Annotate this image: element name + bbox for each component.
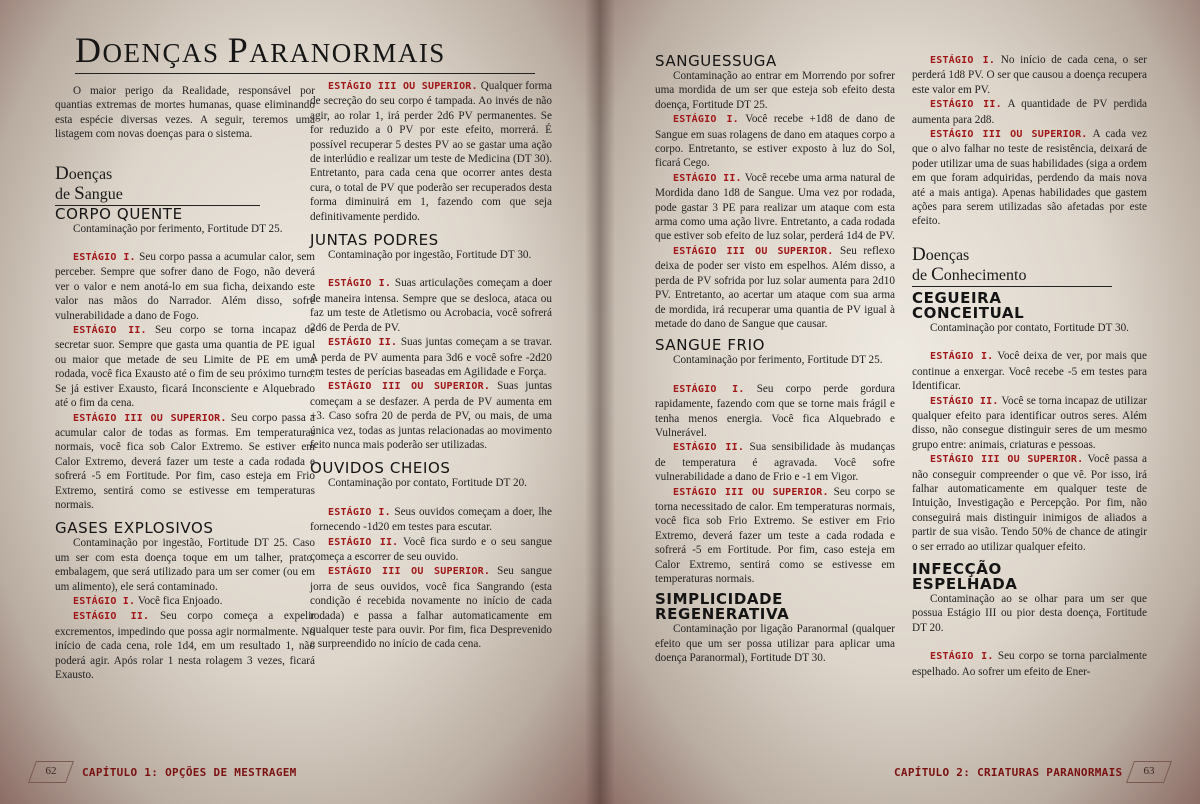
stage-label: ESTÁGIO II. [328,536,399,548]
stage-paragraph: ESTÁGIO II. Seu corpo começa a expelir excrementos, impedindo que possa agir normalmente. No início de cada cena, role 1d4, em um resultado 1, não poderá agir. Após rolar 1 nesta rolagem 3 vezes, ficará Exausto. [55,610,315,681]
column-2 [310,79,552,652]
stage-paragraph: ESTÁGIO II. Você recebe uma arma natural de Mordida dano 1d8 de Sangue. Uma vez por rodada, pode gastar 3 PE para realizar um ataque com esta arma como uma ação livre. Entretanto, a cada rodada que estiver sob efeito de luz solar, perderá 1d4 de PV. [655,171,895,243]
column-4 [912,53,1147,679]
stage-label: ESTÁGIO II. [673,172,742,184]
disease-title-corpo-quente: CORPO QUENTE [55,204,183,223]
stage-label: ESTÁGIO III OU SUPERIOR. [73,412,227,424]
stage-paragraph: ESTÁGIO I. No início de cada cena, o ser perderá 1d8 PV. O ser que causou a doença recupera este valor em PV. [912,54,1147,96]
stage-label: ESTÁGIO III OU SUPERIOR. [930,129,1088,141]
stage-paragraph: ESTÁGIO II. A quantidade de PV perdida aumenta para 2d8. [912,98,1147,126]
stage-label: ESTÁGIO I. [930,55,996,66]
column-1 [55,84,315,682]
stage-paragraph: ESTÁGIO I. Seu corpo se torna parcialmente espelhado. Ao sofrer um efeito de Ener- [912,650,1148,678]
section-heading-conhecimento: Doenças de Conhecimento [912,245,1112,287]
stage-paragraph: ESTÁGIO I. Seus ouvidos começam a doer, lhe fornecendo -1d20 em testes para escutar. [310,505,552,534]
disease-title-ouvidos: OUVIDOS CHEIOS [310,459,451,478]
stage-paragraph: ESTÁGIO III OU SUPERIOR. Seu reflexo deixa de poder ser visto em espelhos. Além disso, a perda de PV sofrida por luz solar aumenta para 2d10 PV. Entretanto, ao acertar um ataque com sua arma de mordida, irá recuperar uma quantia de PV igual à metade do dano de Sangue que causar. [655,244,895,330]
stage-label: ESTÁGIO III OU SUPERIOR. [930,454,1084,466]
stage-label: ESTÁGIO III OU SUPERIOR. [328,81,478,92]
column-3 [655,53,895,666]
contamination-text: Contaminação por ferimento, Fortitude DT 25. [73,222,283,235]
contamination-text: Contaminação ao entrar em Morrendo por sofrer uma mordida de um ser que esteja sob efeito desta doença, Fortitude DT 25. [655,70,895,111]
stage-label: ESTÁGIO II. [73,611,150,623]
stage-label: ESTÁGIO II. [673,442,745,454]
stage-label: ESTÁGIO I. [73,252,136,264]
stage-label: ESTÁGIO II. [73,325,147,337]
stage-label: ESTÁGIO I. [73,595,136,607]
stage-paragraph: ESTÁGIO I. Você recebe +1d8 de dano de Sangue em suas rolagens de dano em ataques corpo a corpo. Entretanto, se estiver exposto à luz do Sol, ficará Cego. [655,113,895,170]
stage-paragraph: ESTÁGIO I. Seu corpo passa a acumular calor, sem perceber. Sempre que sofrer dano de Fogo, não deverá ver o valor e nem anotá-lo em sua ficha, deixando este valor nas mãos do Narrador. Além disso, sofre vulnerabilidade a dano de Fogo. [55,251,315,322]
disease-title-gases: GASES EXPLOSIVOS [55,519,214,538]
disease-title-sangue-frio: SANGUE FRIO [655,336,766,355]
disease-title-cegueira: CEGUEIRA CONCEITUAL [912,288,1025,322]
disease-title-juntas: JUNTAS PODRES [310,231,439,250]
stage-label: ESTÁGIO I. [930,351,994,363]
stage-paragraph: ESTÁGIO I. Suas articulações começam a doer de maneira intensa. Sempre que se desloca, ataca ou faz um teste de Atletismo ou Acrobacia, você sofrerá 2d6 de Perda de PV. [310,277,552,334]
contamination-text: Contaminação por ingestão, Fortitude DT 30. [328,249,532,262]
stage-label: ESTÁGIO I. [328,278,392,290]
disease-title-infeccao: INFECÇÃO ESPELHADA [912,559,1018,593]
disease-title-simplicidade: SIMPLICIDADE REGENERATIVA [655,590,790,624]
section-heading-sangue: Doenças de Sangue [55,164,260,206]
page-title: DOENÇAS PARANORMAIS [75,30,535,74]
contamination-text: Contaminação por contato, Fortitude DT 30. [930,321,1129,334]
stage-paragraph: ESTÁGIO II. Suas juntas começam a se travar. A perda de PV aumenta para 3d6 e você sofre -2d20 em testes de perícias baseadas em Agilidade e Força. [310,336,552,378]
stage-paragraph: ESTÁGIO III OU SUPERIOR. Seu corpo se torna necessitado de calor. Em temperaturas normais, você fica sob Frio Extremo. Se estiver em Frio Extremo, deverá fazer um teste a cada rodada e sofrerá -5 em Fortitude. Por fim, caso esteja em Calor Extremo, sentirá como se estivesse em temperaturas normais. [655,485,896,585]
stage-label: ESTÁGIO II. [930,395,999,407]
stage-label: ESTÁGIO III OU SUPERIOR. [673,486,829,498]
stage-label: ESTÁGIO II. [930,99,1002,111]
stage-label: ESTÁGIO I. [673,114,739,126]
stage-label: ESTÁGIO II. [328,337,398,349]
contamination-text: Contaminação ao se olhar para um ser que possua Estágio III ou pior desta doença, Fortitude DT 20. [912,592,1147,634]
stage-paragraph: ESTÁGIO III OU SUPERIOR. A cada vez que o alvo falhar no teste de resistência, deixará de poder utilizar uma de suas habilidades (siga a ordem em que foram adquiridas, perdendo da mais nova até a mais antiga). Apenas habilidades que gastem ações para serem utilizadas são afetadas por este efeito. [912,128,1147,228]
stage-paragraph: ESTÁGIO III OU SUPERIOR. Suas juntas começam a se desfazer. A perda de PV aumenta em +3. Caso sofra 20 de perda de PV, ou mais, de uma única vez, todas as juntas relacionadas ao movimento feito nunca mais poderão ser utilizadas. [310,380,552,451]
contamination-text: Contaminação por ingestão, Fortitude DT 25. Caso um ser com esta doença toque em um talher, prato, embalagem, que será utilizado para um ser comer (ou em um alimento), ele será contaminado. [55,537,315,593]
stage-paragraph: ESTÁGIO III OU SUPERIOR. Seu sangue jorra de seus ouvidos, você fica Sangrando (esta condição é recebida novamente no início de cada rodada) e passa a falhar automaticamente em qualquer teste para ouvir. Por fim, fica Desprevenido e surpreendido no início de cada cena. [310,565,552,651]
stage-label: ESTÁGIO III OU SUPERIOR. [328,566,491,578]
page-number-right: 63 [1136,760,1162,782]
disease-title-sanguessuga: SANGUESSUGA [655,52,777,70]
contamination-text: Contaminação por ferimento, Fortitude DT 25. [673,354,883,367]
stage-paragraph: ESTÁGIO I. Você fica Enjoado. [73,594,223,607]
stage-label: ESTÁGIO III OU SUPERIOR. [673,245,834,257]
stage-paragraph: ESTÁGIO II. Você se torna incapaz de utilizar qualquer efeito para identificar outros seres. Além disso, não consegue distinguir seres de um mesmo grupo entre: animais, criaturas e pessoas. [912,394,1147,451]
stage-paragraph: ESTÁGIO III OU SUPERIOR. Você passa a não conseguir compreender o que vê. Por isso, irá falhar automaticamente em qualquer teste de Intuição, Investigação e Percepção. Por fim, não conseguirá mais distinguir inimigos de aliados a partir de sua visão. Tendo 50% de chance de atingir o ser errado ao utilizar qualquer efeito. [912,453,1147,553]
footer-chapter-right: CAPÍTULO 2: CRIATURAS PARANORMAIS [894,766,1123,779]
stage-label: ESTÁGIO I. [673,383,745,395]
contamination-text: Contaminação por contato, Fortitude DT 20. [328,477,527,490]
stage-label: ESTÁGIO III OU SUPERIOR. [328,381,491,393]
stage-paragraph: ESTÁGIO I. Seu corpo perde gordura rapidamente, fazendo com que se torne mais frágil e tenha menos energia. Você fica Alquebrado e Vulnerável. [655,382,895,439]
stage-paragraph: ESTÁGIO I. Você deixa de ver, por mais que continue a enxergar. Você recebe -5 em testes para Identificar. [912,350,1147,393]
stage-label: ESTÁGIO I. [328,506,391,518]
stage-paragraph: ESTÁGIO III OU SUPERIOR. Seu corpo passa a acumular calor de todas as formas. Em temperaturas normais, você fica sob Calor Extremo. Se estiver em Calor Extremo, deverá fazer um teste a cada rodada e sofrerá -5 em Fortitude. Por fim, caso esteja em Frio Extremo, sentirá como se estivesse em temperaturas normais. [55,411,315,511]
page-number-left: 62 [38,760,64,782]
stage-paragraph: ESTÁGIO II. Seu corpo se torna incapaz de secretar suor. Sempre que gasta uma quantia de PE igual ou maior que metade de seu Limite de PE em uma rodada, você fica Exausto até o fim de seu próximo turno. Se já estiver Exausto, ficará Inconsciente e Alquebrado até o fim da cena. [55,324,316,410]
footer-chapter-left: CAPÍTULO 1: OPÇÕES DE MESTRAGEM [82,766,297,779]
stage-paragraph: ESTÁGIO III OU SUPERIOR. Qualquer forma de secreção do seu corpo é tampada. Ao invés de não agir, ao rolar 1, irá perder 2d6 PV permanentes. Se for reduzido a 0 PV por este efeito, morrerá. É possível recuperar 5 destes PV ao se gastar uma ação de interlúdio e realizar um teste de Medicina (DT 30). Entretanto, para cada cena que ocorrer antes desta cura, o total de PV que poderão ser recuperados desta forma diminuirá em 1, fazendo com que seja definitivamente perdido. [310,80,553,223]
intro-paragraph: O maior perigo da Realidade, responsável por quantias extremas de mortes humanas, quase eliminando esta espécie diversas vezes. A seguir, teremos uma listagem com novas doenças para o sistema. [55,85,315,141]
stage-paragraph: ESTÁGIO II. Sua sensibilidade às mudanças de temperatura é agravada. Você sofre vulnerabilidade a dano de Frio e -1 em Vigor. [655,441,895,484]
stage-label: ESTÁGIO I. [930,651,994,663]
contamination-text: Contaminação por ligação Paranormal (qualquer efeito que um ser possa utilizar para aplicar uma doença Paranormal), Fortitude DT 30. [655,623,895,665]
book-gutter [585,0,615,804]
stage-paragraph: ESTÁGIO II. Você fica surdo e o seu sangue começa a escorrer de seu ouvido. [310,535,552,563]
